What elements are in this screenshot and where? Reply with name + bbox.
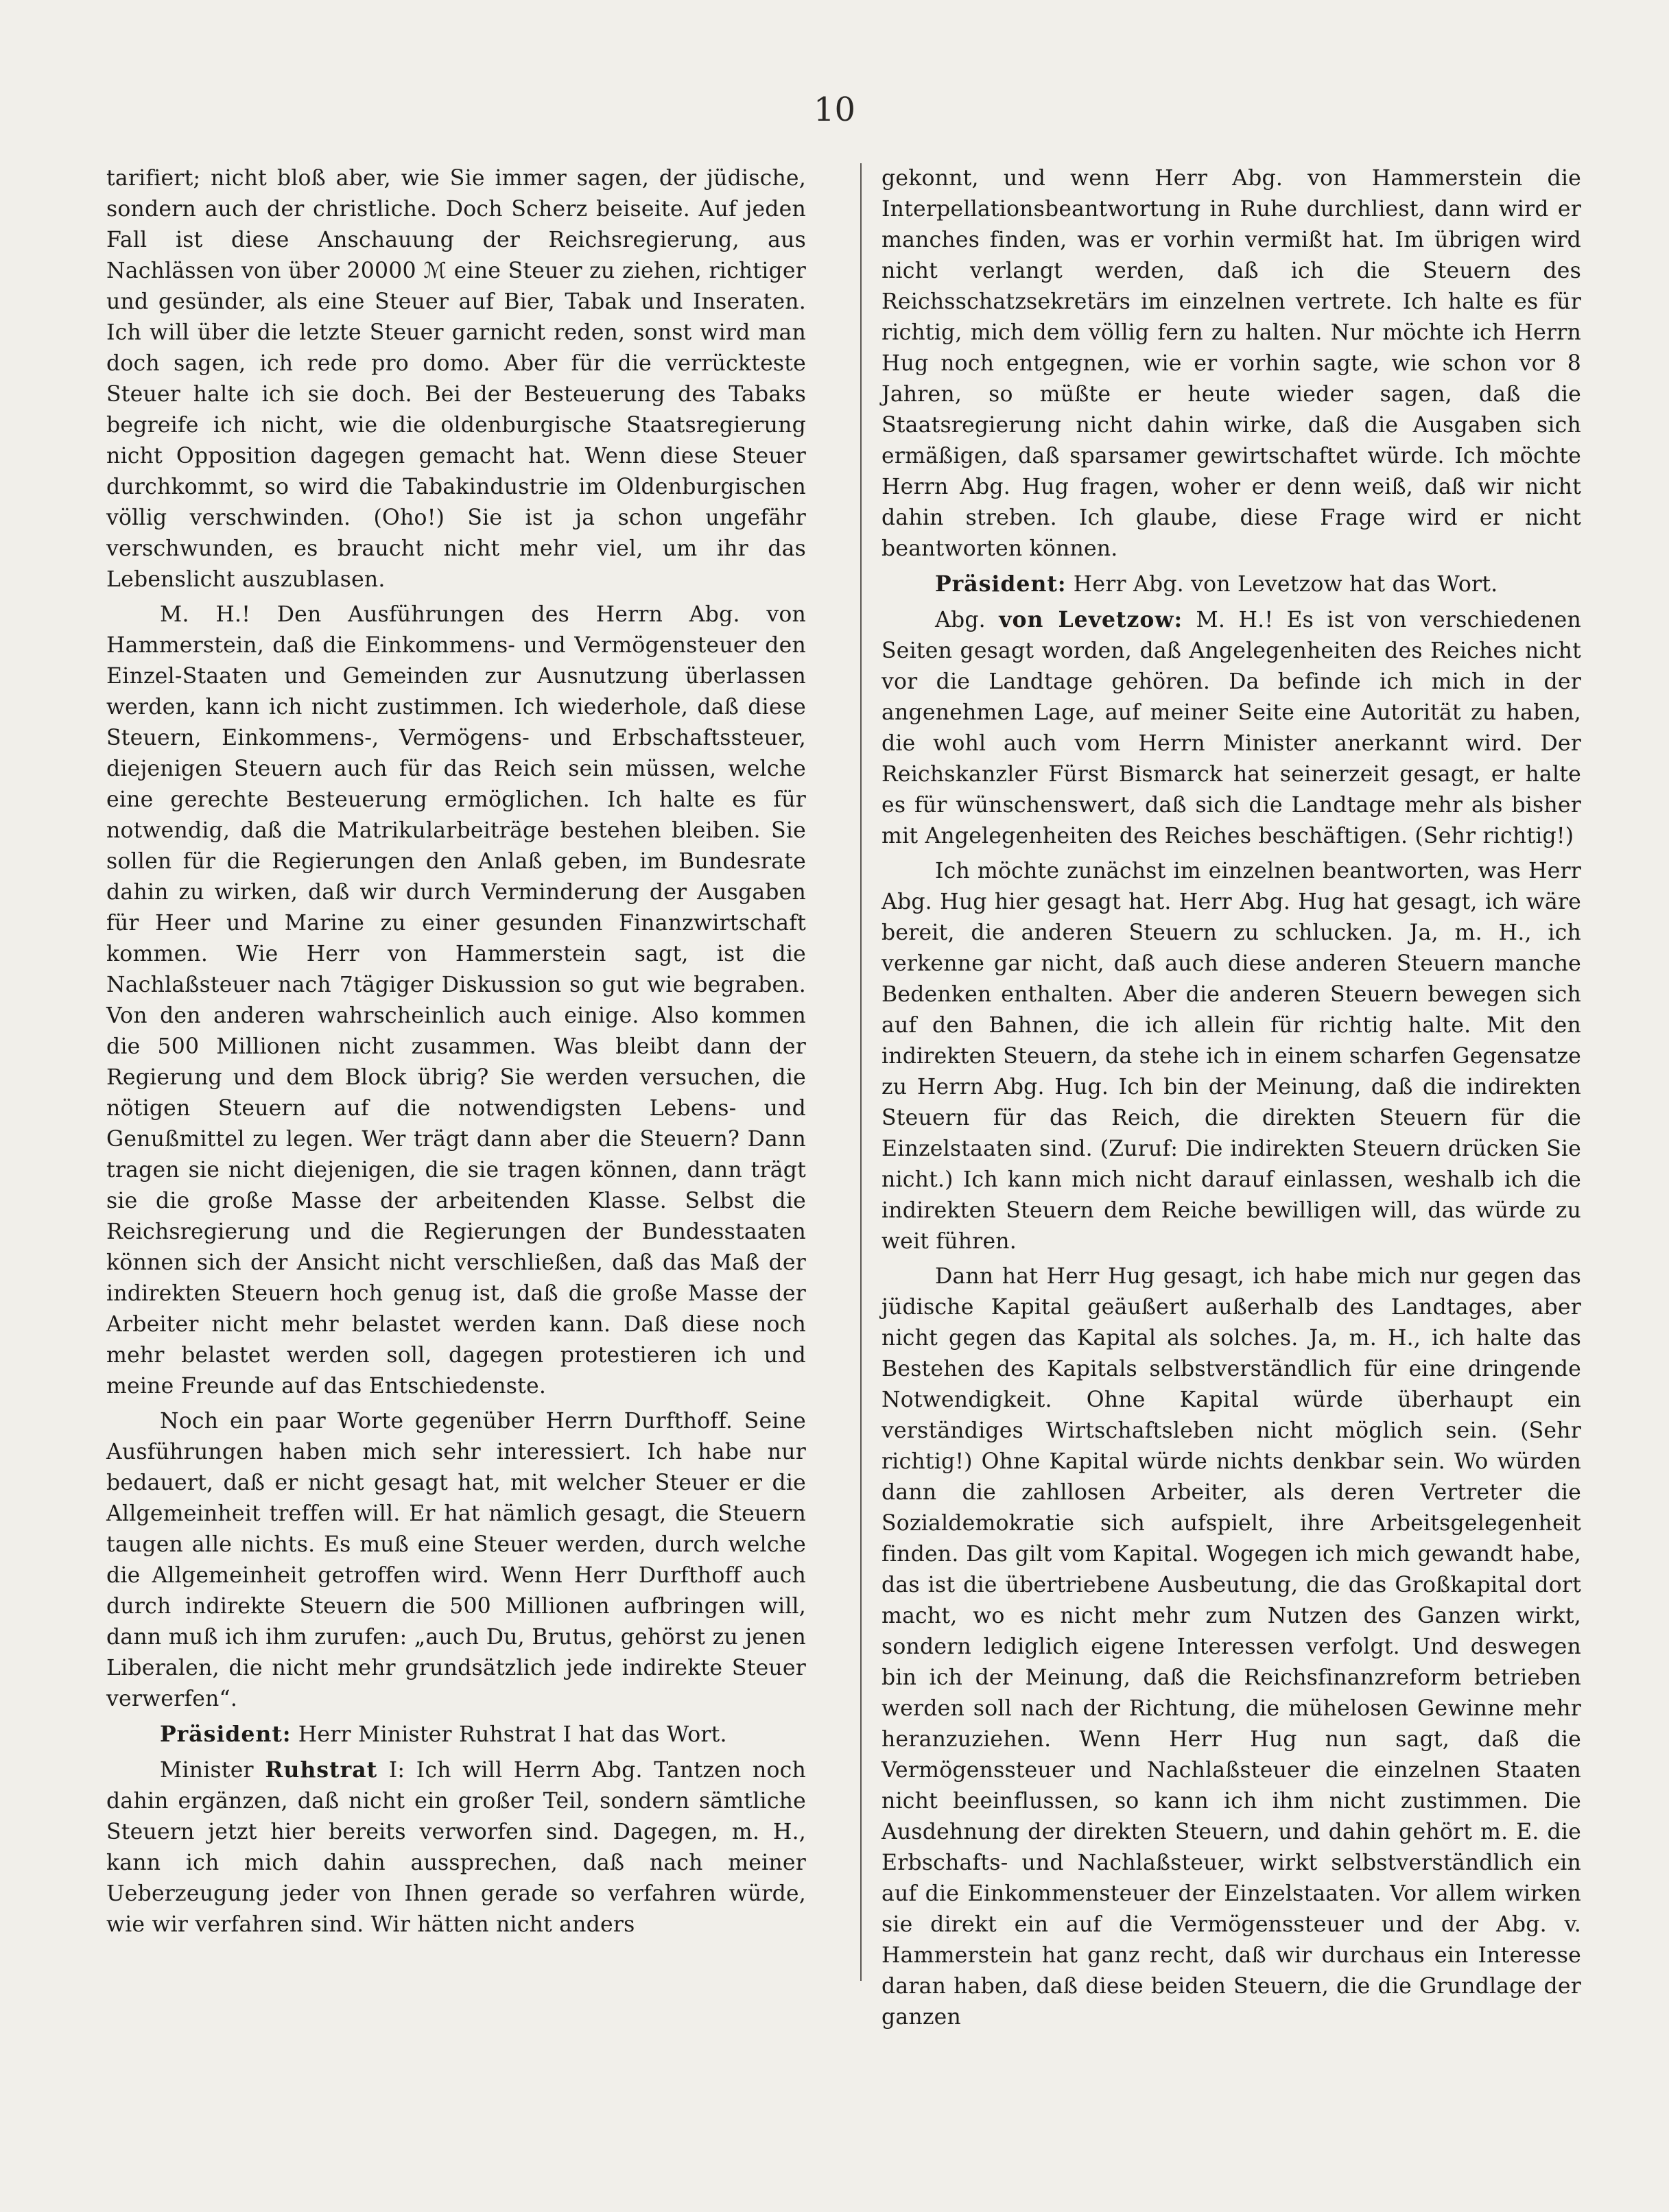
page-number: 10 [813,91,856,129]
paragraph: tarifiert; nicht bloß aber, wie Sie immer sagen, der jüdische, sondern auch der christliche. Doch Scherz beiseite. Auf jeden Fall ist diese Anschauung der Reichsregierung, aus Nachlässen von über 20000 ℳ eine Steuer zu ziehen, richtiger und gesünder, als eine Steuer auf Bier, Tabak und Inseraten. Ich will über die letzte Steuer garnicht reden, sonst wird man doch sagen, ich rede pro domo. Aber für die verrückteste Steuer halte ich sie doch. Bei der Besteuerung des Tabaks begreife ich nicht, wie die oldenburgische Staatsregierung nicht Opposition dagegen gemacht hat. Wenn diese Steuer durchkommt, so wird die Tabakindustrie im Oldenburgischen völlig verschwinden. (Oho!) Sie ist ja schon ungefähr verschwunden, es braucht nicht mehr viel, um ihr das Lebenslicht auszublasen. [106,166,806,592]
paragraph: M. H.! Den Ausführungen des Herrn Abg. von Hammerstein, daß die Einkommens- und Vermögensteuer den Einzel-Staaten und Gemeinden zur Ausnutzung überlassen werden, kann ich nicht zustimmen. Ich wiederhole, daß diese Steuern, Einkommens-, Vermögens- und Erbschaftssteuer, diejenigen Steuern auch für das Reich sein müssen, welche eine gerechte Besteuerung ermöglichen. Ich halte es für notwendig, daß die Matrikularbeiträge bestehen bleiben. Sie sollen für die Regierungen den Anlaß geben, im Bundesrate dahin zu wirken, daß wir durch Verminderung der Ausgaben für Heer und Marine zu einer gesunden Finanzwirtschaft kommen. Wie Herr von Hammerstein sagt, ist die Nachlaßsteuer nach 7tägiger Diskussion so gut wie begraben. Von den anderen wahrscheinlich auch einige. Also kommen die 500 Millionen nicht zusammen. Was bleibt dann der Regierung und dem Block übrig? Sie werden versuchen, die nötigen Steuern auf die notwendigsten Lebens- und Genußmittel zu legen. Wer trägt dann aber die Steuern? Dann tragen sie nicht diejenigen, die sie tragen können, dann trägt sie die große Masse der arbeitenden Klasse. Selbst die Reichsregierung und die Regierungen der Bundesstaaten können sich der Ansicht nicht verschließen, daß das Maß der indirekten Steuern hoch genug ist, daß die große Masse der Arbeiter nicht mehr belastet werden kann. Daß diese noch mehr belastet werden soll, dagegen protestieren ich und meine Freunde auf das Entschiedenste. [106,602,806,1399]
paragraph: Dann hat Herr Hug gesagt, ich habe mich nur gegen das jüdische Kapital geäußert außerhalb des Landtages, aber nicht gegen das Kapital als solches. Ja, m. H., ich halte das Bestehen des Kapitals selbstverständlich für eine dringende Notwendigkeit. Ohne Kapital würde überhaupt ein verständiges Wirtschaftsleben nicht möglich sein. (Sehr richtig!) Ohne Kapital würde nichts denkbar sein. Wo würden dann die zahllosen Arbeiter, als deren Vertreter die Sozialdemokratie sich aufspielt, ihre Arbeitsgelegenheit finden. Das gilt vom Kapital. Wogegen ich mich gewandt habe, das ist die übertriebene Ausbeutung, die das Großkapital dort macht, wo es nicht mehr zum Nutzen des Ganzen wirkt, sondern lediglich eigene Interessen verfolgt. Und deswegen bin ich der Meinung, daß die Reichsfinanzreform betrieben werden soll nach der Richtung, die mühelosen Gewinne mehr heranzuziehen. Wenn Herr Hug nun sagt, daß die Vermögenssteuer und Nachlaßsteuer die einzelnen Staaten nicht beeinflussen, so kann ich ihm nicht zustimmen. Die Ausdehnung der direkten Steuern, und dahin gehört m. E. die Erbschafts- und Nachlaßsteuer, wirkt selbstverständlich ein auf die Einkommensteuer der Einzelstaaten. Vor allem wirken sie direkt ein auf die Vermögenssteuer und der Abg. v. Hammerstein hat ganz recht, daß wir durchaus ein Interesse daran haben, daß diese beiden Steuern, die die Grundlage der ganzen [881,1264,1581,2030]
speaker-name: Präsident: [935,571,1067,597]
speaker-name: von Levetzow: [999,607,1183,632]
paragraph: gekonnt, und wenn Herr Abg. von Hammerstein die Interpellationsbeantwortung in Ruhe durchliest, dann wird er manches finden, was er vorhin vermißt hat. Im übrigen wird nicht verlangt werden, daß ich die Steuern des Reichsschatzsekretärs im einzelnen vertrete. Ich halte es für richtig, mich dem völlig fern zu halten. Nur möchte ich Herrn Hug noch entgegnen, wie er vorhin sagte, wie schon vor 8 Jahren, so müßte er heute wieder sagen, daß die Staatsregierung nicht dahin wirke, daß die Ausgaben sich ermäßigen, daß sparsamer gewirtschaftet würde. Ich möchte Herrn Abg. Hug fragen, woher er denn weiß, daß wir nicht dahin streben. Ich glaube, diese Frage wird er nicht beantworten können. [881,166,1581,561]
speaker-paragraph: Minister Ruhstrat I: Ich will Herrn Abg. Tantzen noch dahin ergänzen, daß nicht ein großer Teil, sondern sämtliche Steuern jetzt hier bereits verworfen sind. Dagegen, m. H., kann ich mich dahin aussprechen, daß nach meiner Ueberzeugung jeder von Ihnen gerade so verfahren würde, wie wir verfahren sind. Wir hätten nicht anders [106,1757,806,1937]
speaker-name: Ruhstrat [265,1757,378,1783]
speaker-name: Präsident: [160,1722,292,1747]
left-column [106,163,806,1940]
column-divider [860,163,862,1981]
right-column [881,163,1581,2033]
paragraph: Noch ein paar Worte gegenüber Herrn Durfthoff. Seine Ausführungen haben mich sehr interessiert. Ich habe nur bedauert, daß er nicht gesagt hat, mit welcher Steuer er die Allgemeinheit treffen will. Er hat nämlich gesagt, die Steuern taugen alle nichts. Es muß eine Steuer werden, durch welche die Allgemeinheit getroffen wird. Wenn Herr Durfthoff auch durch indirekte Steuern die 500 Millionen aufbringen will, dann muß ich ihm zurufen: „auch Du, Brutus, gehörst zu jenen Liberalen, die nicht mehr grundsätzlich jede indirekte Steuer verwerfen“. [106,1409,806,1711]
paragraph: Ich möchte zunächst im einzelnen beantworten, was Herr Abg. Hug hier gesagt hat. Herr Abg. Hug hat gesagt, ich wäre bereit, die anderen Steuern zu schlucken. Ja, m. H., ich verkenne gar nicht, daß auch diese anderen Steuern manche Bedenken enthalten. Aber die anderen Steuern bewegen sich auf den Bahnen, die ich allein für richtig halte. Mit den indirekten Steuern, da stehe ich in einem scharfen Gegensatze zu Herrn Abg. Hug. Ich bin der Meinung, daß die indirekten Steuern für das Reich, die direkten Steuern für die Einzelstaaten sind. (Zuruf: Die indirekten Steuern drücken Sie nicht.) Ich kann mich nicht darauf einlassen, weshalb ich die indirekten Steuern dem Reiche bewilligen will, das würde zu weit führen. [881,859,1581,1254]
speaker-paragraph: Präsident: Herr Minister Ruhstrat I hat das Wort. [160,1722,727,1747]
speaker-paragraph: Präsident: Herr Abg. von Levetzow hat das Wort. [935,571,1498,597]
speaker-paragraph: Abg. von Levetzow: M. H.! Es ist von verschiedenen Seiten gesagt worden, daß Angelegenheiten des Reiches nicht vor die Landtage gehören. Da befinde ich mich in der angenehmen Lage, auf meiner Seite eine Autorität zu haben, die wohl auch vom Herrn Minister anerkannt wird. Der Reichskanzler Fürst Bismarck hat seinerzeit gesagt, er halte es für wünschenswert, daß sich die Landtage mehr als bisher mit Angelegenheiten des Reiches beschäftigen. (Sehr richtig!) [881,607,1581,848]
